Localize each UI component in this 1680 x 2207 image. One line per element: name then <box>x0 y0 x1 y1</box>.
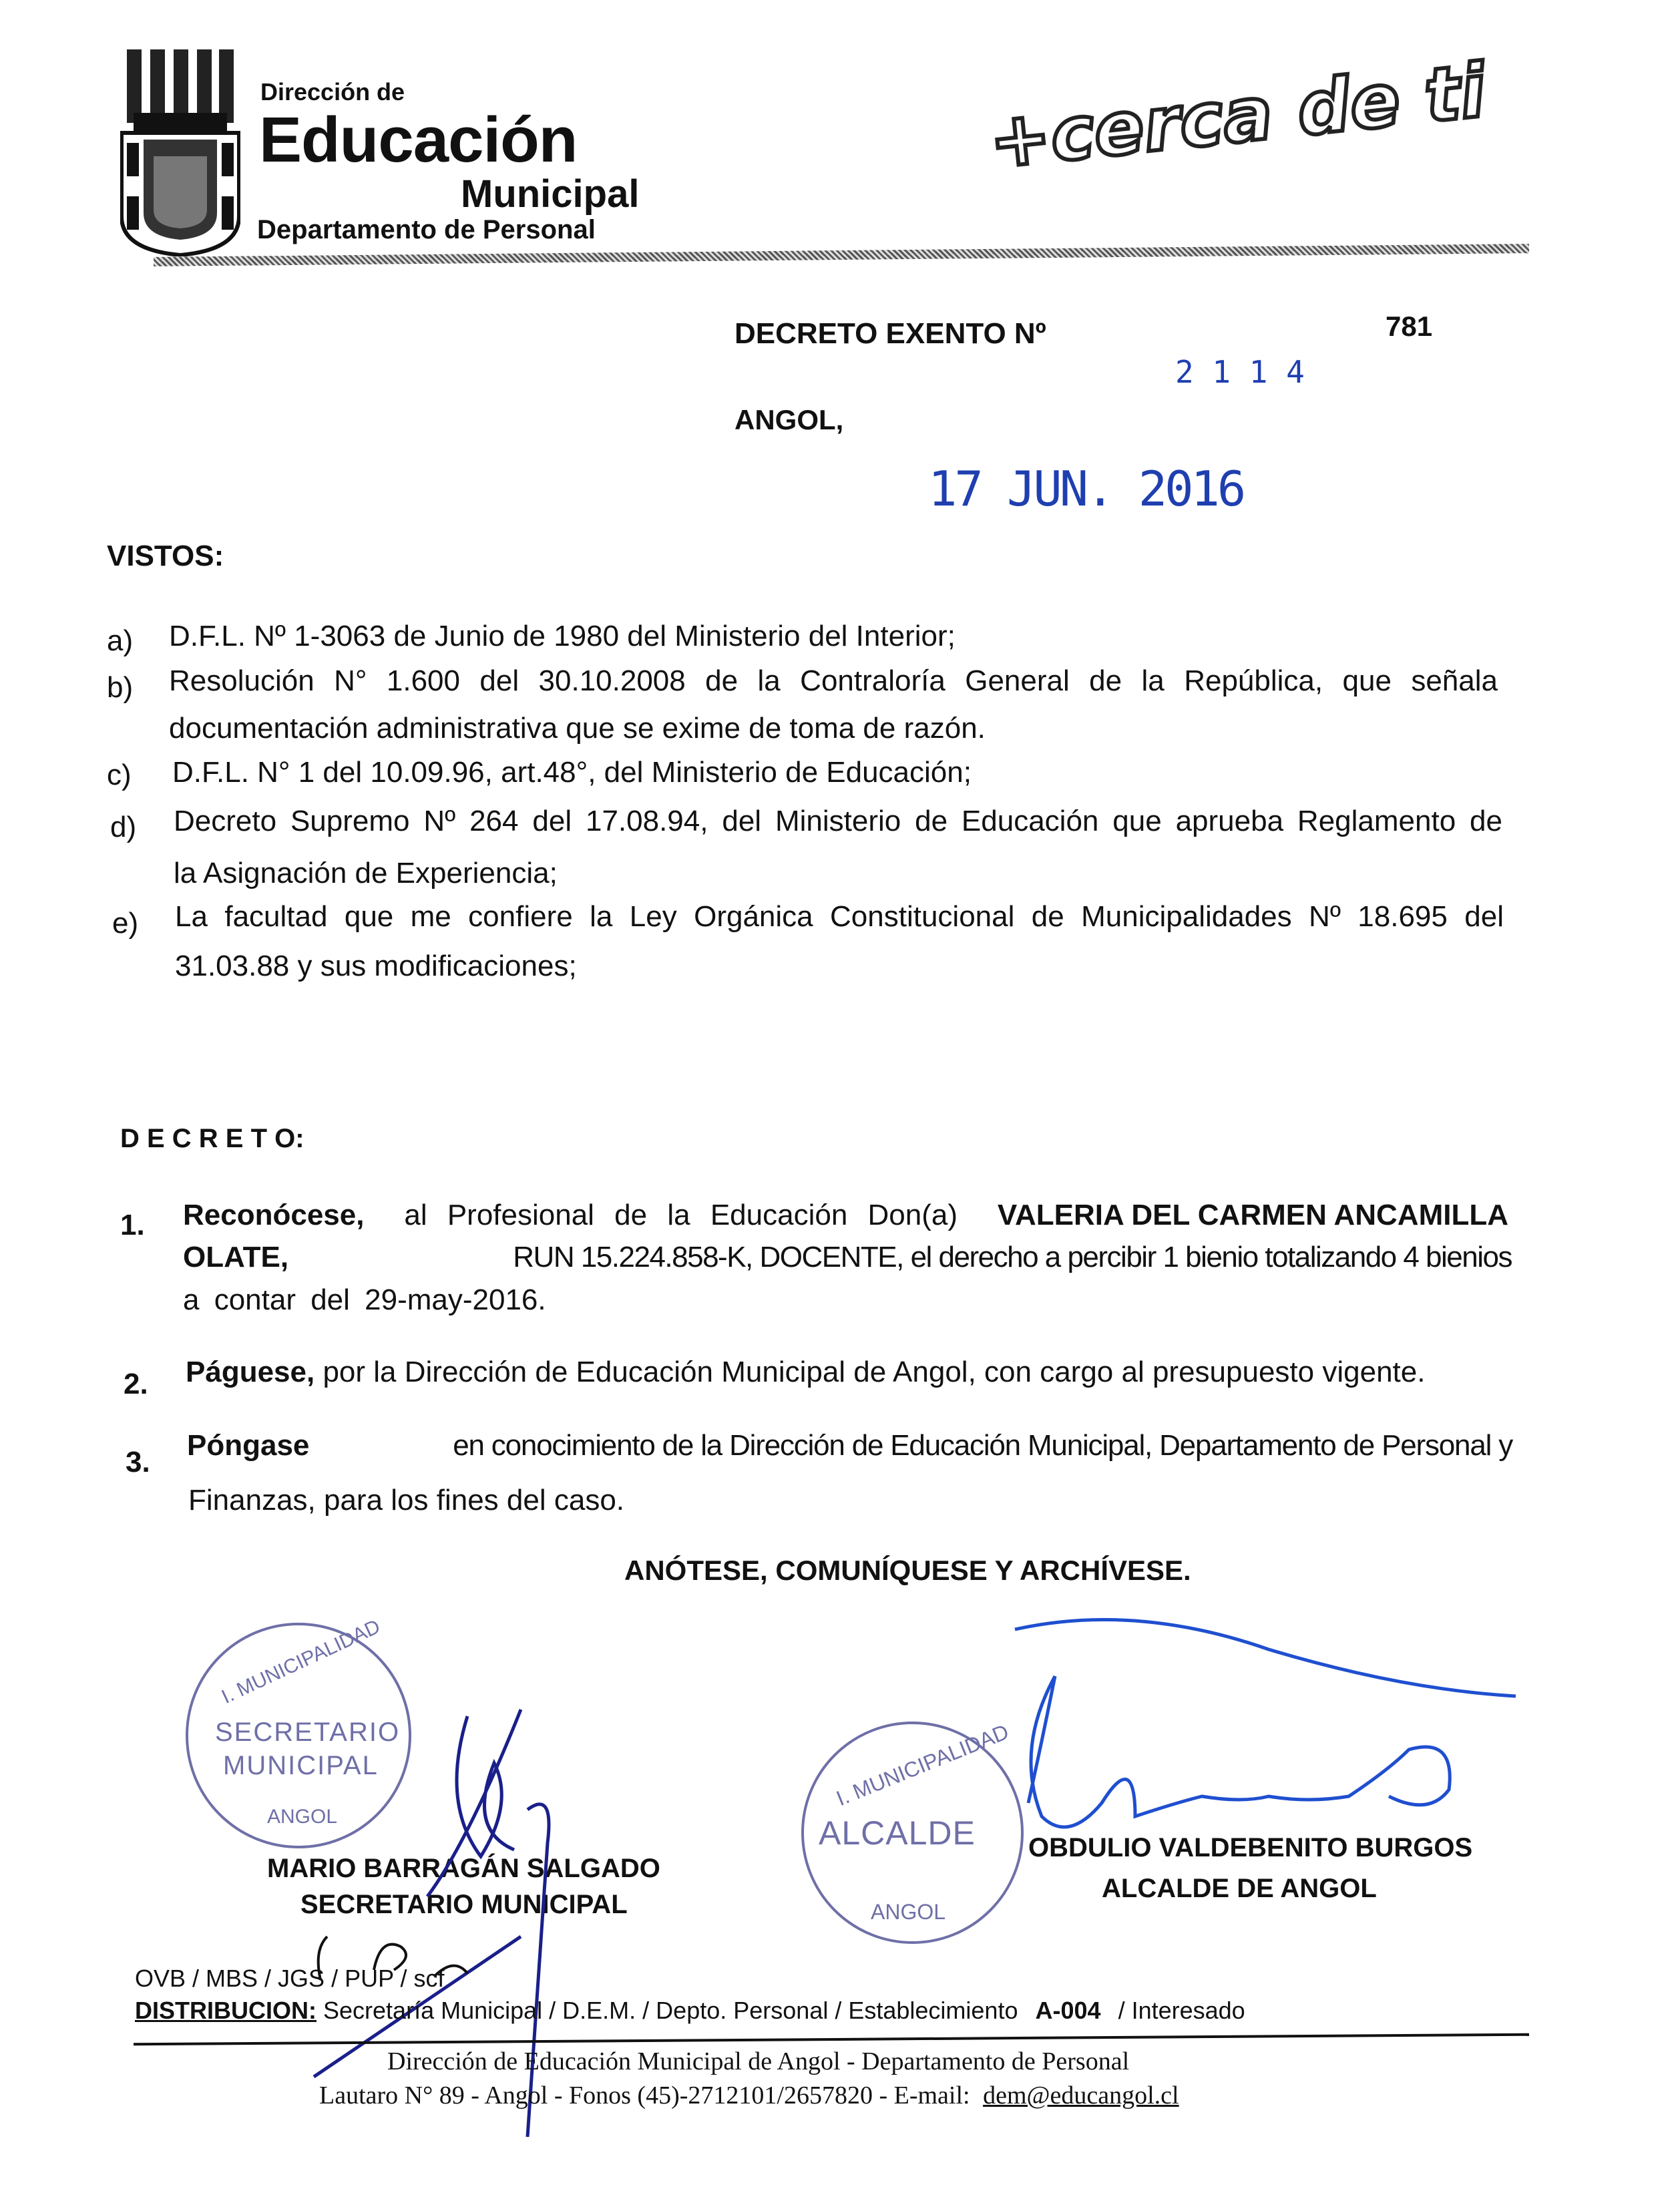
decree-place: ANGOL, <box>734 404 844 435</box>
secretary-stamp-bottom: ANGOL <box>267 1806 338 1828</box>
decreto-item-1-verb: Reconócese, <box>183 1199 365 1231</box>
header-educacion: Educación <box>259 104 578 176</box>
distribution-tail: / Interesado <box>1118 1997 1245 2024</box>
decree-ref-number: 781 <box>1386 311 1433 342</box>
decree-title: DECRETO EXENTO Nº <box>734 317 1046 350</box>
distribution-line <box>135 1997 1245 2025</box>
recipient-name: VALERIA DEL CARMEN ANCAMILLA <box>997 1199 1508 1231</box>
stamped-decree-number: 2 1 1 4 <box>1175 354 1305 390</box>
secretary-stamp-line2: MUNICIPAL <box>223 1751 379 1780</box>
slogan-logo: +cerca de ti <box>985 47 1490 185</box>
header-direccion-de: Dirección de <box>260 78 405 106</box>
footer-address: Lautaro N° 89 - Angol - Fonos (45)-2712101/2657820 - E-mail: <box>319 2081 970 2110</box>
mayor-title: ALCALDE DE ANGOL <box>1102 1874 1377 1903</box>
establishment-code: A-004 <box>1035 1997 1101 2024</box>
vistos-a-line1: D.F.L. Nº 1-3063 de Junio de 1980 del Ministerio del Interior; <box>169 620 956 652</box>
decreto-item-3-num: 3. <box>126 1446 150 1478</box>
vistos-letter-b: b) <box>107 671 134 704</box>
vistos-heading: VISTOS: <box>107 540 224 572</box>
vistos-c-line1: D.F.L. N° 1 del 10.09.96, art.48°, del Ministerio de Educación; <box>172 756 972 789</box>
stamped-date: 17 JUN. 2016 <box>928 461 1244 517</box>
footer-email-link[interactable]: dem@educangol.cl <box>983 2081 1179 2110</box>
vistos-b-line2: documentación administrativa que se exime de toma de razón. <box>169 712 986 745</box>
mayor-stamp-bottom: ANGOL <box>871 1900 946 1924</box>
decreto-item-2-text: por la Dirección de Educación Municipal de Angol, con cargo al presupuesto vigente. <box>323 1356 1426 1388</box>
secretary-stamp-line1: SECRETARIO <box>215 1718 401 1747</box>
decreto-item-1-text1: al Profesional de la Educación Don(a) <box>404 1199 958 1231</box>
vistos-e-line1: La facultad que me confiere la Ley Orgánica Constitucional de Municipalidades Nº 18.695 del <box>175 900 1504 933</box>
vistos-letter-a: a) <box>107 624 134 657</box>
decreto-item-3-verb: Póngase <box>187 1429 310 1462</box>
recipient-surname: OLATE, <box>183 1241 289 1273</box>
vistos-d-line1: Decreto Supremo Nº 264 del 17.08.94, del Ministerio de Educación que aprueba Reglamento de <box>174 805 1502 837</box>
vistos-d-line2: la Asignación de Experiencia; <box>174 857 558 889</box>
decreto-item-1-line3: a contar del 29-may-2016. <box>183 1283 546 1316</box>
decreto-item-1-text2: RUN 15.224.858-K, DOCENTE, el derecho a percibir 1 bienio totalizando 4 bienios <box>513 1241 1512 1273</box>
footer-line2 <box>319 2081 1179 2110</box>
decreto-item-3-line2: Finanzas, para los fines del caso. <box>188 1484 625 1517</box>
distribution-label: DISTRIBUCION: <box>135 1997 317 2024</box>
secretary-title: SECRETARIO MUNICIPAL <box>300 1890 628 1919</box>
header-departamento: Departamento de Personal <box>257 215 596 244</box>
vistos-e-line2: 31.03.88 y sus modificaciones; <box>175 950 577 982</box>
footer-line1: Dirección de Educación Municipal de Angol - Departamento de Personal <box>387 2047 1130 2075</box>
mayor-name: OBDULIO VALDEBENITO BURGOS <box>1028 1833 1473 1862</box>
vistos-letter-d: d) <box>110 811 137 843</box>
vistos-letter-c: c) <box>107 759 132 791</box>
mayor-stamp-ring: I. MUNICIPALIDAD <box>833 1719 1012 1811</box>
initials: OVB / MBS / JGS / PUP / scf <box>135 1965 445 1992</box>
decreto-heading: D E C R E T O: <box>120 1124 304 1153</box>
closing-formula: ANÓTESE, COMUNÍQUESE Y ARCHÍVESE. <box>624 1555 1191 1586</box>
secretary-stamp-ring: I. MUNICIPALIDAD <box>218 1615 384 1708</box>
header-municipal: Municipal <box>461 172 640 216</box>
distribution-list: Secretaría Municipal / D.E.M. / Depto. Personal / Establecimiento <box>323 1997 1018 2024</box>
decreto-item-1-num: 1. <box>120 1209 145 1241</box>
mayor-stamp-center: ALCALDE <box>819 1814 976 1852</box>
secretary-name: MARIO BARRAGÁN SALGADO <box>267 1854 660 1883</box>
vistos-b-line1: Resolución N° 1.600 del 30.10.2008 de la Contraloría General de la República, que señala <box>169 664 1498 697</box>
decreto-item-3-text1: en conocimiento de la Dirección de Educación Municipal, Departamento de Personal y <box>453 1429 1512 1462</box>
decreto-item-2-verb: Páguese, <box>186 1356 315 1388</box>
mayor-signature <box>1015 1619 1516 1827</box>
decreto-item-2-num: 2. <box>124 1368 148 1400</box>
vistos-letter-e: e) <box>112 907 139 940</box>
